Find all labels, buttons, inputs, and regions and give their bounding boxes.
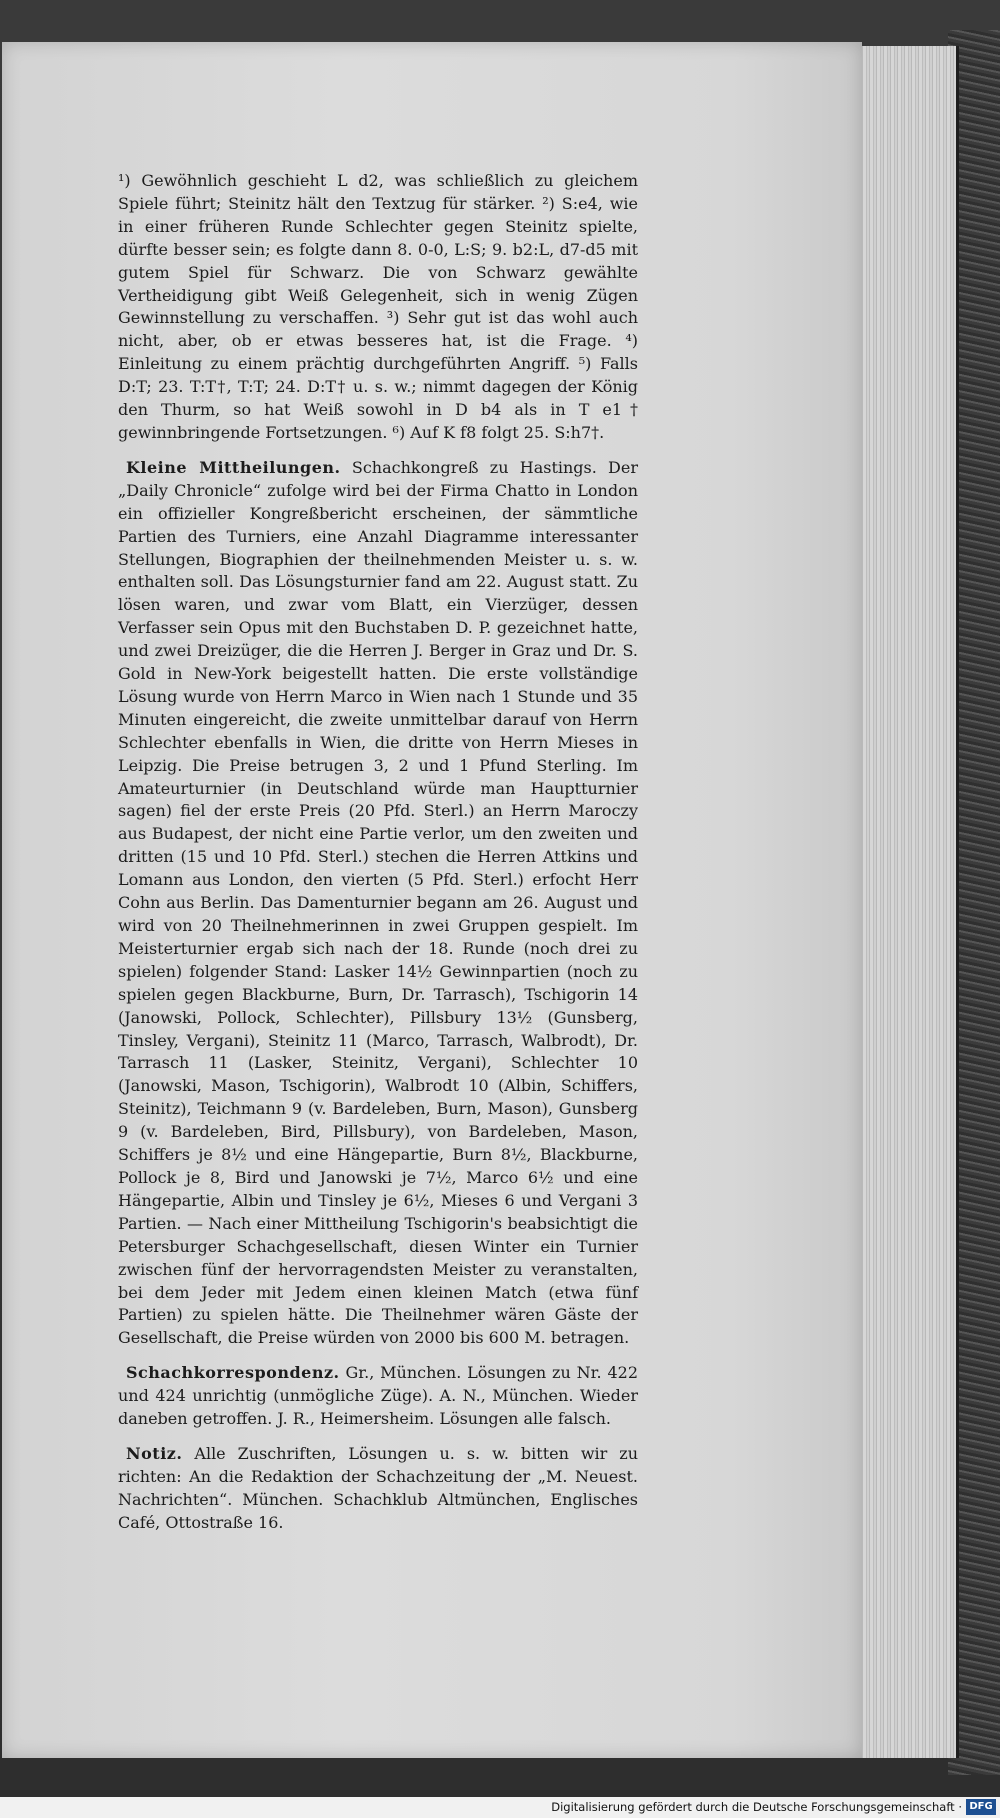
dfg-logo-icon: DFG [966, 1799, 996, 1815]
notiz-heading: Notiz. [126, 1443, 183, 1463]
footnotes-paragraph [118, 170, 638, 445]
mitteilungen-paragraph [118, 457, 638, 1350]
page-stack-edges [846, 46, 959, 1758]
korrespondenz-body: Gr., München. Lösungen zu Nr. 422 und 424 unrichtig (unmögliche Züge). A. N., München. Wieder daneben getroffen. J. R., Heimersheim. Lösungen alle falsch. [118, 1363, 638, 1429]
footer-credit: Digitalisierung gefördert durch die Deutsche Forschungsgemeinschaft · [551, 1800, 962, 1814]
digitization-footer [0, 1797, 1000, 1818]
korrespondenz-paragraph [118, 1362, 638, 1431]
korrespondenz-heading: Schachkorrespondenz. [126, 1363, 340, 1383]
mitteilungen-heading: Kleine Mittheilungen. [126, 457, 341, 477]
mitteilungen-body: Schachkongreß zu Hastings. Der „Daily Chronicle“ zufolge wird bei der Firma Chatto in London ein offizieller Kongreßbericht erscheinen, der sämmtliche Partien des Turniers, eine Anzahl Diagramme interessanter Stellungen, Biographien der theilnehmenden Meister u. s. w. enthalten soll. Das Lösungsturnier fand am 22. August statt. Zu lösen waren, und zwar vom Blatt, ein Vierzüger, dessen Verfasser sein Opus mit den Buchstaben D. P. gezeichnet hatte, und zwei Dreizüger, die die Herren J. Berger in Graz und Dr. S. Gold in New-York beigestellt hatten. Die erste vollständige Lösung wurde von Herrn Marco in Wien nach 1 Stunde und 35 Minuten eingereicht, die zweite unmittelbar darauf von Herrn Schlechter ebenfalls in Wien, die dritte von Herrn Mieses in Leipzig. Die Preise betrugen 3, 2 und 1 Pfund Sterling. Im Amateurturnier (in Deutschland würde man Hauptturnier sagen) fiel der erste Preis (20 Pfd. Sterl.) an Herrn Maroczy aus Budapest, der nicht eine Partie verlor, um den zweiten und dritten (15 und 10 Pfd. Sterl.) stechen die Herren Attkins und Lomann aus London, den vierten (5 Pfd. Sterl.) erfocht Herr Cohn aus Berlin. Das Damenturnier begann am 26. August und wird von 20 Theilnehmerinnen in zwei Gruppen gespielt. Im Meisterturnier ergab sich nach der 18. Runde (noch drei zu spielen) folgender Stand: Lasker 14½ Gewinnpartien (noch zu spielen gegen Blackburne, Burn, Dr. Tarrasch), Tschigorin 14 (Janowski, Pollock, Schlechter), Pillsbury 13½ (Gunsberg, Tinsley, Vergani), Steinitz 11 (Marco, Tarrasch, Walbrodt), Dr. Tarrasch 11 (Lasker, Steinitz, Vergani), Schlechter 10 (Janowski, Mason, Tschigorin), Walbrodt 10 (Albin, Schiffers, Steinitz), Teichmann 9 (v. Bardeleben, Burn, Mason), Gunsberg 9 (v. Bardeleben, Bird, Pillsbury), von Bardeleben, Mason, Schiffers je 8½ und eine Hängepartie, Burn 8½, Blackburne, Pollock je 8, Bird und Janowski je 7½, Marco 6½ und eine Hängepartie, Albin und Tinsley je 6½, Mieses 6 und Vergani 3 Partien. — Nach einer Mittheilung Tschigorin's beabsichtigt die Petersburger Schachgesellschaft, diesen Winter ein Turnier zwischen fünf der hervorragendsten Meister zu veranstalten, bei dem Jeder mit Jedem einen kleinen Match (etwa fünf Partien) zu spielen hätte. Die Theilnehmer wären Gäste der Gesellschaft, die Preise würden von 2000 bis 600 M. betragen. [118, 457, 638, 1348]
notiz-body: Alle Zuschriften, Lösungen u. s. w. bitten wir zu richten: An die Redaktion der Schachzeitung der „M. Neuest. Nachrichten“. München. Schachklub Altmünchen, Englisches Café, Ottostraße 16. [118, 1443, 639, 1532]
footnotes-text: ¹) Gewöhnlich geschieht L d2, was schließlich zu gleichem Spiele führt; Steinitz hält den Textzug für stärker. ²) S:e4, wie in einer früheren Runde Schlechter gegen Steinitz spielte, dürfte besser sein; es folgte dann 8. 0-0, L:S; 9. b2:L, d7-d5 mit gutem Spiel für Schwarz. Die von Schwarz gewählte Vertheidigung gibt Weiß Gelegenheit, sich in wenig Zügen Gewinnstellung zu verschaffen. ³) Sehr gut ist das wohl auch nicht, aber, ob er etwas besseres hat, ist die Frage. ⁴) Einleitung zu einem prächtig durchgeführten Angriff. ⁵) Falls D:T; 23. T:T†, T:T; 24. D:T† u. s. w.; nimmt dagegen der König den Thurm, so hat Weiß sowohl in D b4 als in T e1† gewinnbringende Fortsetzungen. ⁶) Auf K f8 folgt 25. S:h7†. [118, 171, 638, 442]
notiz-paragraph [118, 1443, 638, 1535]
page-text [118, 170, 638, 1535]
